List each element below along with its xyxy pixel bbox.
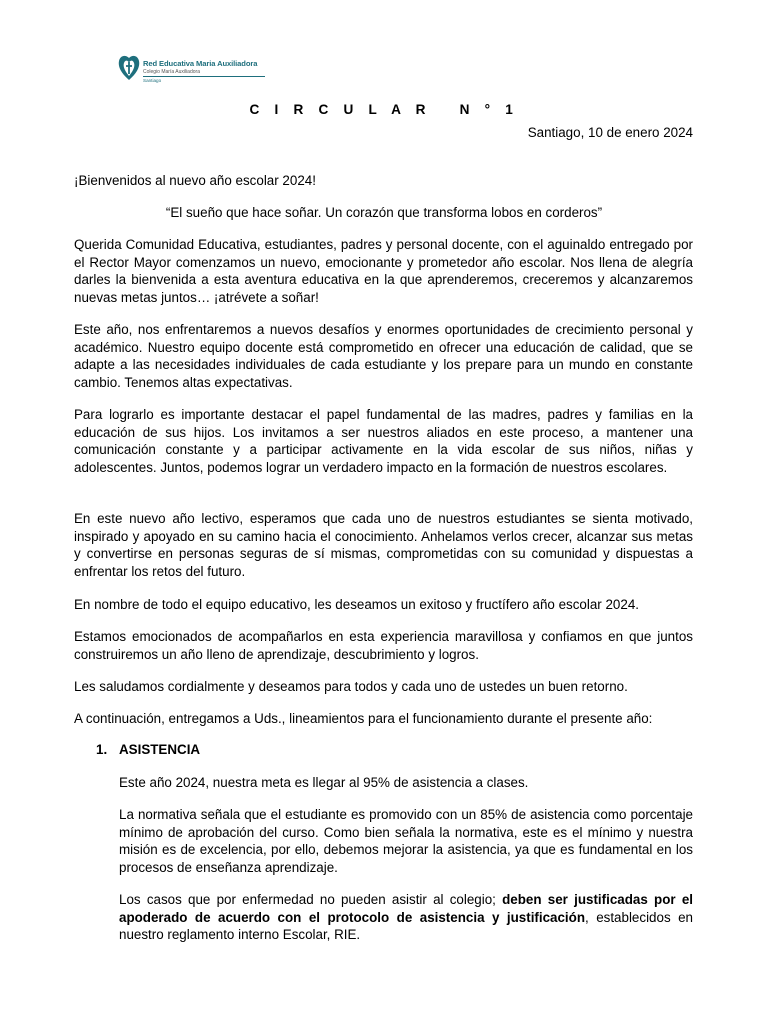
logo-title: Red Educativa Maria Auxiliadora — [143, 59, 258, 68]
section-paragraph-3-end: , establecidos en nuestro reglamento interno Escolar, RIE. — [119, 909, 693, 943]
greeting: ¡Bienvenidos al nuevo año escolar 2024! — [74, 173, 316, 188]
paragraph-8: A continuación, entregamos a Uds., lineamientos para el funcionamiento durante el presente año: — [74, 711, 653, 726]
logo-place: Santiago — [143, 78, 162, 83]
school-logo — [117, 52, 277, 88]
paragraph-4: En este nuevo año lectivo, esperamos que cada uno de nuestros estudiantes se sienta motivado, inspirado y apoyado en su camino hacia el conocimiento. Anhelamos verlos crecer, alcanzar sus metas y convertirse en personas seguras de sí mismas, comprometidas con su comunidad y dispuestas a enfrentar los retos del futuro. — [74, 511, 693, 579]
section-paragraph-3-start: Los casos que por enfermedad no pueden asistir al colegio; — [119, 892, 503, 907]
section-title: ASISTENCIA — [119, 742, 201, 757]
paragraph-5: En nombre de todo el equipo educativo, les deseamos un exitoso y fructífero año escolar 2024. — [74, 597, 639, 612]
heart-emblem-icon — [117, 52, 141, 82]
section-paragraph-3-bold: deben ser justificadas por el apoderado de acuerdo con el protocolo de asistencia y justificación — [119, 892, 693, 925]
section-paragraph-3 — [119, 891, 693, 944]
document-title: C I R C U L A R N ° 1 — [249, 102, 519, 117]
section-number: 1. — [96, 742, 108, 757]
paragraph-7: Les saludamos cordialmente y deseamos para todos y cada uno de ustedes un buen retorno. — [74, 679, 628, 694]
section-paragraph-1: Este año 2024, nuestra meta es llegar al 95% de asistencia a clases. — [119, 775, 529, 790]
paragraph-1: Querida Comunidad Educativa, estudiantes, padres y personal docente, con el aguinaldo entregado por el Rector Mayor comenzamos un nuevo, emocionante y prometedor año escolar. Nos llena de alegría darles la bienvenida a esta aventura educativa en la que aprenderemos, creceremos y alcanzaremos nuevas metas juntos… ¡atrévete a soñar! — [74, 237, 693, 305]
section-paragraph-2: La normativa señala que el estudiante es promovido con un 85% de asistencia como porcentaje mínimo de aprobación del curso. Como bien señala la normativa, este es el mínimo y nuestra misión es de excelencia, por ello, debemos mejorar la asistencia, ya que es fundamental en los procesos de enseñanza aprendizaje. — [119, 807, 693, 875]
paragraph-2: Este año, nos enfrentaremos a nuevos desafíos y enormes oportunidades de crecimiento personal y académico. Nuestro equipo docente está comprometido en ofrecer una educación de calidad, que se adapte a las necesidades individuales de cada estudiante y los prepare para un mundo en constante cambio. Tenemos altas expectativas. — [74, 322, 693, 390]
paragraph-3: Para lograrlo es importante destacar el papel fundamental de las madres, padres y familias en la educación de sus hijos. Los invitamos a ser nuestros aliados en este proceso, a mantener una comunicación constante y a participar activamente en la vida escolar de sus niños, niñas y adolescentes. Juntos, podemos lograr un verdadero impacto en la formación de nuestros escolares. — [74, 407, 693, 475]
logo-divider — [143, 76, 265, 77]
logo-subtitle: Colegio María Auxiliadora — [143, 69, 200, 75]
paragraph-6: Estamos emocionados de acompañarlos en esta experiencia maravillosa y confiamos en que juntos construiremos un año lleno de aprendizaje, descubrimiento y logros. — [74, 629, 693, 662]
document-date: Santiago, 10 de enero 2024 — [527, 125, 693, 140]
quote: “El sueño que hace soñar. Un corazón que transforma lobos en corderos” — [165, 205, 603, 220]
